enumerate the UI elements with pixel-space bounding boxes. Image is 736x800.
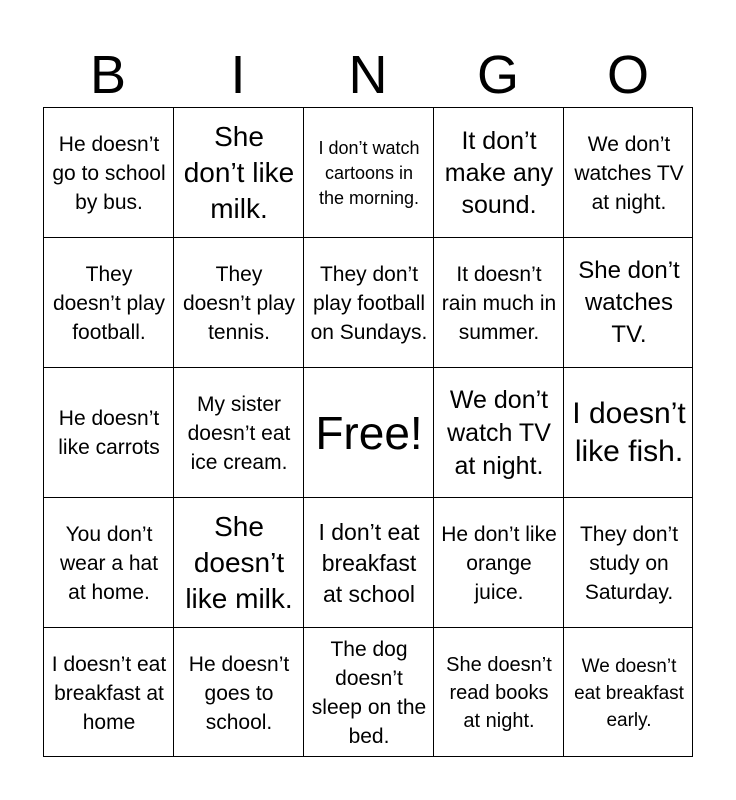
cell-text: He doesn’t like carrots [58,407,160,459]
bingo-board [43,107,693,757]
cell-text: My sister doesn’t eat ice cream. [187,392,291,474]
cell-text: We don’t watch TV at night. [447,385,551,480]
bingo-cell[interactable] [44,628,174,758]
cell-text: She don’t like milk. [183,121,295,224]
bingo-cell[interactable] [44,498,174,628]
bingo-cell[interactable] [434,498,564,628]
bingo-cell[interactable] [304,498,434,628]
header-letter-g: G [476,45,519,105]
bingo-cell[interactable] [44,368,174,498]
bingo-cell[interactable] [304,108,434,238]
bingo-cell[interactable] [174,108,304,238]
bingo-header [43,46,693,104]
cell-text: They don’t play football on Sundays. [310,262,428,344]
cell-text: We doesn’t eat breakfast early. [574,655,684,731]
cell-text: They don’t study on Saturday. [579,522,679,604]
bingo-cell[interactable] [434,238,564,368]
bingo-cell[interactable] [44,238,174,368]
cell-text: They doesn’t play football. [52,262,166,344]
bingo-cell[interactable] [434,368,564,498]
bingo-cell[interactable] [564,498,694,628]
bingo-cell[interactable] [174,238,304,368]
cell-text: You don’t wear a hat at home. [59,522,159,604]
bingo-cell[interactable] [304,628,434,758]
cell-text: She don’t watches TV. [578,257,680,348]
cell-text: We don’t watches TV at night. [574,132,684,214]
cell-text: She doesn’t read books at night. [446,654,552,732]
cell-text: He don’t like orange juice. [441,522,557,604]
bingo-cell[interactable] [174,498,304,628]
bingo-cell[interactable] [174,368,304,498]
cell-text: I don’t watch cartoons in the morning. [318,137,420,208]
bingo-cell[interactable] [564,238,694,368]
bingo-cell[interactable] [564,628,694,758]
cell-text: I doesn’t like fish. [572,397,686,468]
header-letter-o: O [606,45,649,105]
cell-text: They doesn’t play tennis. [182,262,296,344]
cell-text: The dog doesn’t sleep on the bed. [311,638,427,748]
bingo-cell[interactable] [44,108,174,238]
bingo-cell[interactable] [434,628,564,758]
bingo-cell[interactable] [304,238,434,368]
header-letter-i: I [230,45,246,105]
header-letter-n: N [348,45,388,105]
cell-text: It doesn’t rain much in summer. [441,262,557,344]
bingo-cell[interactable] [564,368,694,498]
bingo-cell[interactable] [434,108,564,238]
bingo-cell[interactable] [564,108,694,238]
cell-text: I don’t eat breakfast at school [318,518,420,607]
cell-text: She doesn’t like milk. [185,511,293,614]
cell-text: It don’t make any sound. [444,127,554,219]
free-space-label: Free! [315,407,423,459]
cell-text: I doesn’t eat breakfast at home [51,652,167,734]
cell-text: He doesn’t goes to school. [188,652,290,734]
header-letter-b: B [89,45,127,105]
cell-text: He doesn’t go to school by bus. [52,132,166,214]
bingo-cell[interactable] [174,628,304,758]
free-space[interactable] [304,368,434,498]
